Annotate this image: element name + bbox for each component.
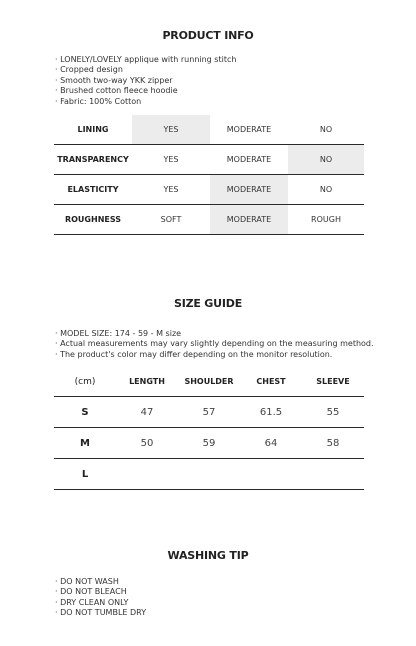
info-row-roughness	[54, 205, 364, 235]
size-label: S	[54, 397, 116, 428]
bullet-item: · MODEL SIZE: 174 - 59 - M size	[55, 329, 374, 339]
size-label: M	[54, 428, 116, 459]
measurement-cell	[178, 459, 240, 490]
option-cell: SOFT	[132, 205, 210, 235]
size-label: L	[54, 459, 116, 490]
column-header: LENGTH	[116, 367, 178, 397]
option-cell: MODERATE	[210, 175, 288, 205]
info-row-lining	[54, 115, 364, 145]
option-cell: ROUGH	[288, 205, 364, 235]
option-cell: NO	[288, 175, 364, 205]
bullet-item: · LONELY/LOVELY applique with running stitch	[55, 55, 236, 65]
bullet-item: · Smooth two-way YKK zipper	[55, 76, 236, 86]
size-row-s	[54, 397, 364, 428]
size-row-l	[54, 459, 364, 490]
bullet-item: · Cropped design	[55, 65, 236, 75]
measurement-cell	[302, 459, 364, 490]
bullet-item: · Brushed cotton fleece hoodie	[55, 86, 236, 96]
washing-tip-title: WASHING TIP	[167, 549, 249, 562]
size-header-row	[54, 367, 364, 397]
measurement-cell: 61.5	[240, 397, 302, 428]
measurement-cell: 64	[240, 428, 302, 459]
row-label: ROUGHNESS	[54, 205, 132, 235]
bullet-item: · DO NOT WASH	[55, 577, 146, 587]
measurement-cell: 50	[116, 428, 178, 459]
option-cell: MODERATE	[210, 115, 288, 145]
column-header: CHEST	[240, 367, 302, 397]
option-cell: MODERATE	[210, 145, 288, 175]
option-cell: YES	[132, 115, 210, 145]
option-cell: MODERATE	[210, 205, 288, 235]
product-info-table	[54, 115, 364, 235]
row-label: LINING	[54, 115, 132, 145]
row-label: TRANSPARENCY	[54, 145, 132, 175]
size-guide-title: SIZE GUIDE	[173, 297, 243, 310]
measurement-cell: 55	[302, 397, 364, 428]
bullet-item: · DO NOT TUMBLE DRY	[55, 608, 146, 618]
bullet-item: · DO NOT BLEACH	[55, 587, 146, 597]
bullet-item: · DRY CLEAN ONLY	[55, 598, 146, 608]
option-cell: NO	[288, 145, 364, 175]
option-cell: NO	[288, 115, 364, 145]
measurement-cell: 47	[116, 397, 178, 428]
column-header: SLEEVE	[302, 367, 364, 397]
measurement-cell: 58	[302, 428, 364, 459]
size-guide-bullets	[55, 329, 374, 360]
measurement-cell: 57	[178, 397, 240, 428]
info-row-elasticity	[54, 175, 364, 205]
column-header: (cm)	[54, 367, 116, 397]
bullet-item: · The product's color may differ depending on the monitor resolution.	[55, 350, 374, 360]
measurement-cell	[116, 459, 178, 490]
size-row-m	[54, 428, 364, 459]
row-label: ELASTICITY	[54, 175, 132, 205]
washing-tip-bullets	[55, 577, 146, 619]
info-row-transparency	[54, 145, 364, 175]
product-info-bullets	[55, 55, 236, 107]
option-cell: YES	[132, 145, 210, 175]
column-header: SHOULDER	[178, 367, 240, 397]
product-info-title: PRODUCT INFO	[162, 29, 254, 42]
measurement-cell	[240, 459, 302, 490]
bullet-item: · Fabric: 100% Cotton	[55, 97, 236, 107]
size-guide-table	[54, 367, 364, 490]
option-cell: YES	[132, 175, 210, 205]
bullet-item: · Actual measurements may vary slightly depending on the measuring method.	[55, 339, 374, 349]
measurement-cell: 59	[178, 428, 240, 459]
